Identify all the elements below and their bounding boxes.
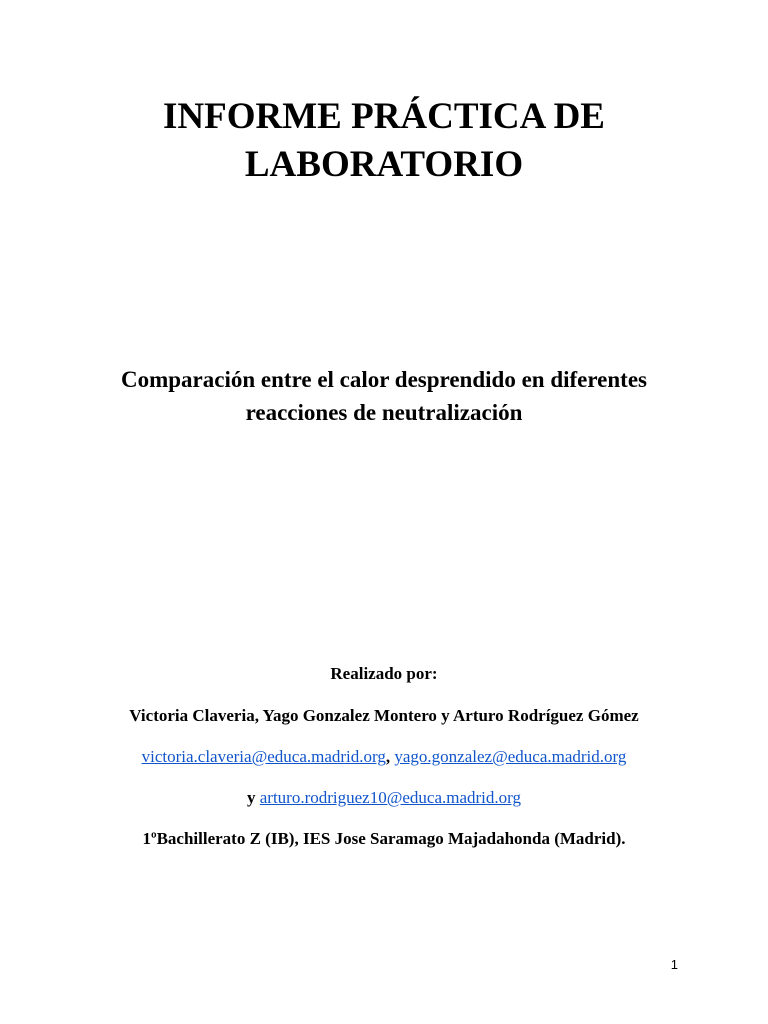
subtitle-line-1: Comparación entre el calor desprendido en diferentes (121, 367, 647, 392)
authored-by-label: Realizado por: (330, 664, 438, 683)
emails-line-1 (0, 746, 768, 768)
emails-line-2 (0, 787, 768, 809)
email-separator: , (385, 747, 395, 766)
page-number: 1 (670, 957, 678, 972)
document-title (0, 93, 768, 189)
school-line: 1ºBachillerato Z (IB), IES Jose Saramago Majadahonda (Madrid). (142, 829, 626, 848)
document-subtitle (0, 363, 768, 429)
email-link-arturo[interactable]: arturo.rodriguez10@educa.madrid.org (259, 788, 522, 807)
title-line-1: INFORME PRÁCTICA DE (163, 96, 605, 137)
email-link-victoria[interactable]: victoria.claveria@educa.madrid.org (141, 747, 386, 766)
subtitle-line-2: reacciones de neutralización (245, 400, 523, 425)
authors-line: Victoria Claveria, Yago Gonzalez Montero y Arturo Rodríguez Gómez (129, 706, 639, 725)
email-conjunction: y (246, 788, 260, 807)
email-link-yago[interactable]: yago.gonzalez@educa.madrid.org (394, 747, 627, 766)
title-line-2: LABORATORIO (244, 144, 524, 185)
